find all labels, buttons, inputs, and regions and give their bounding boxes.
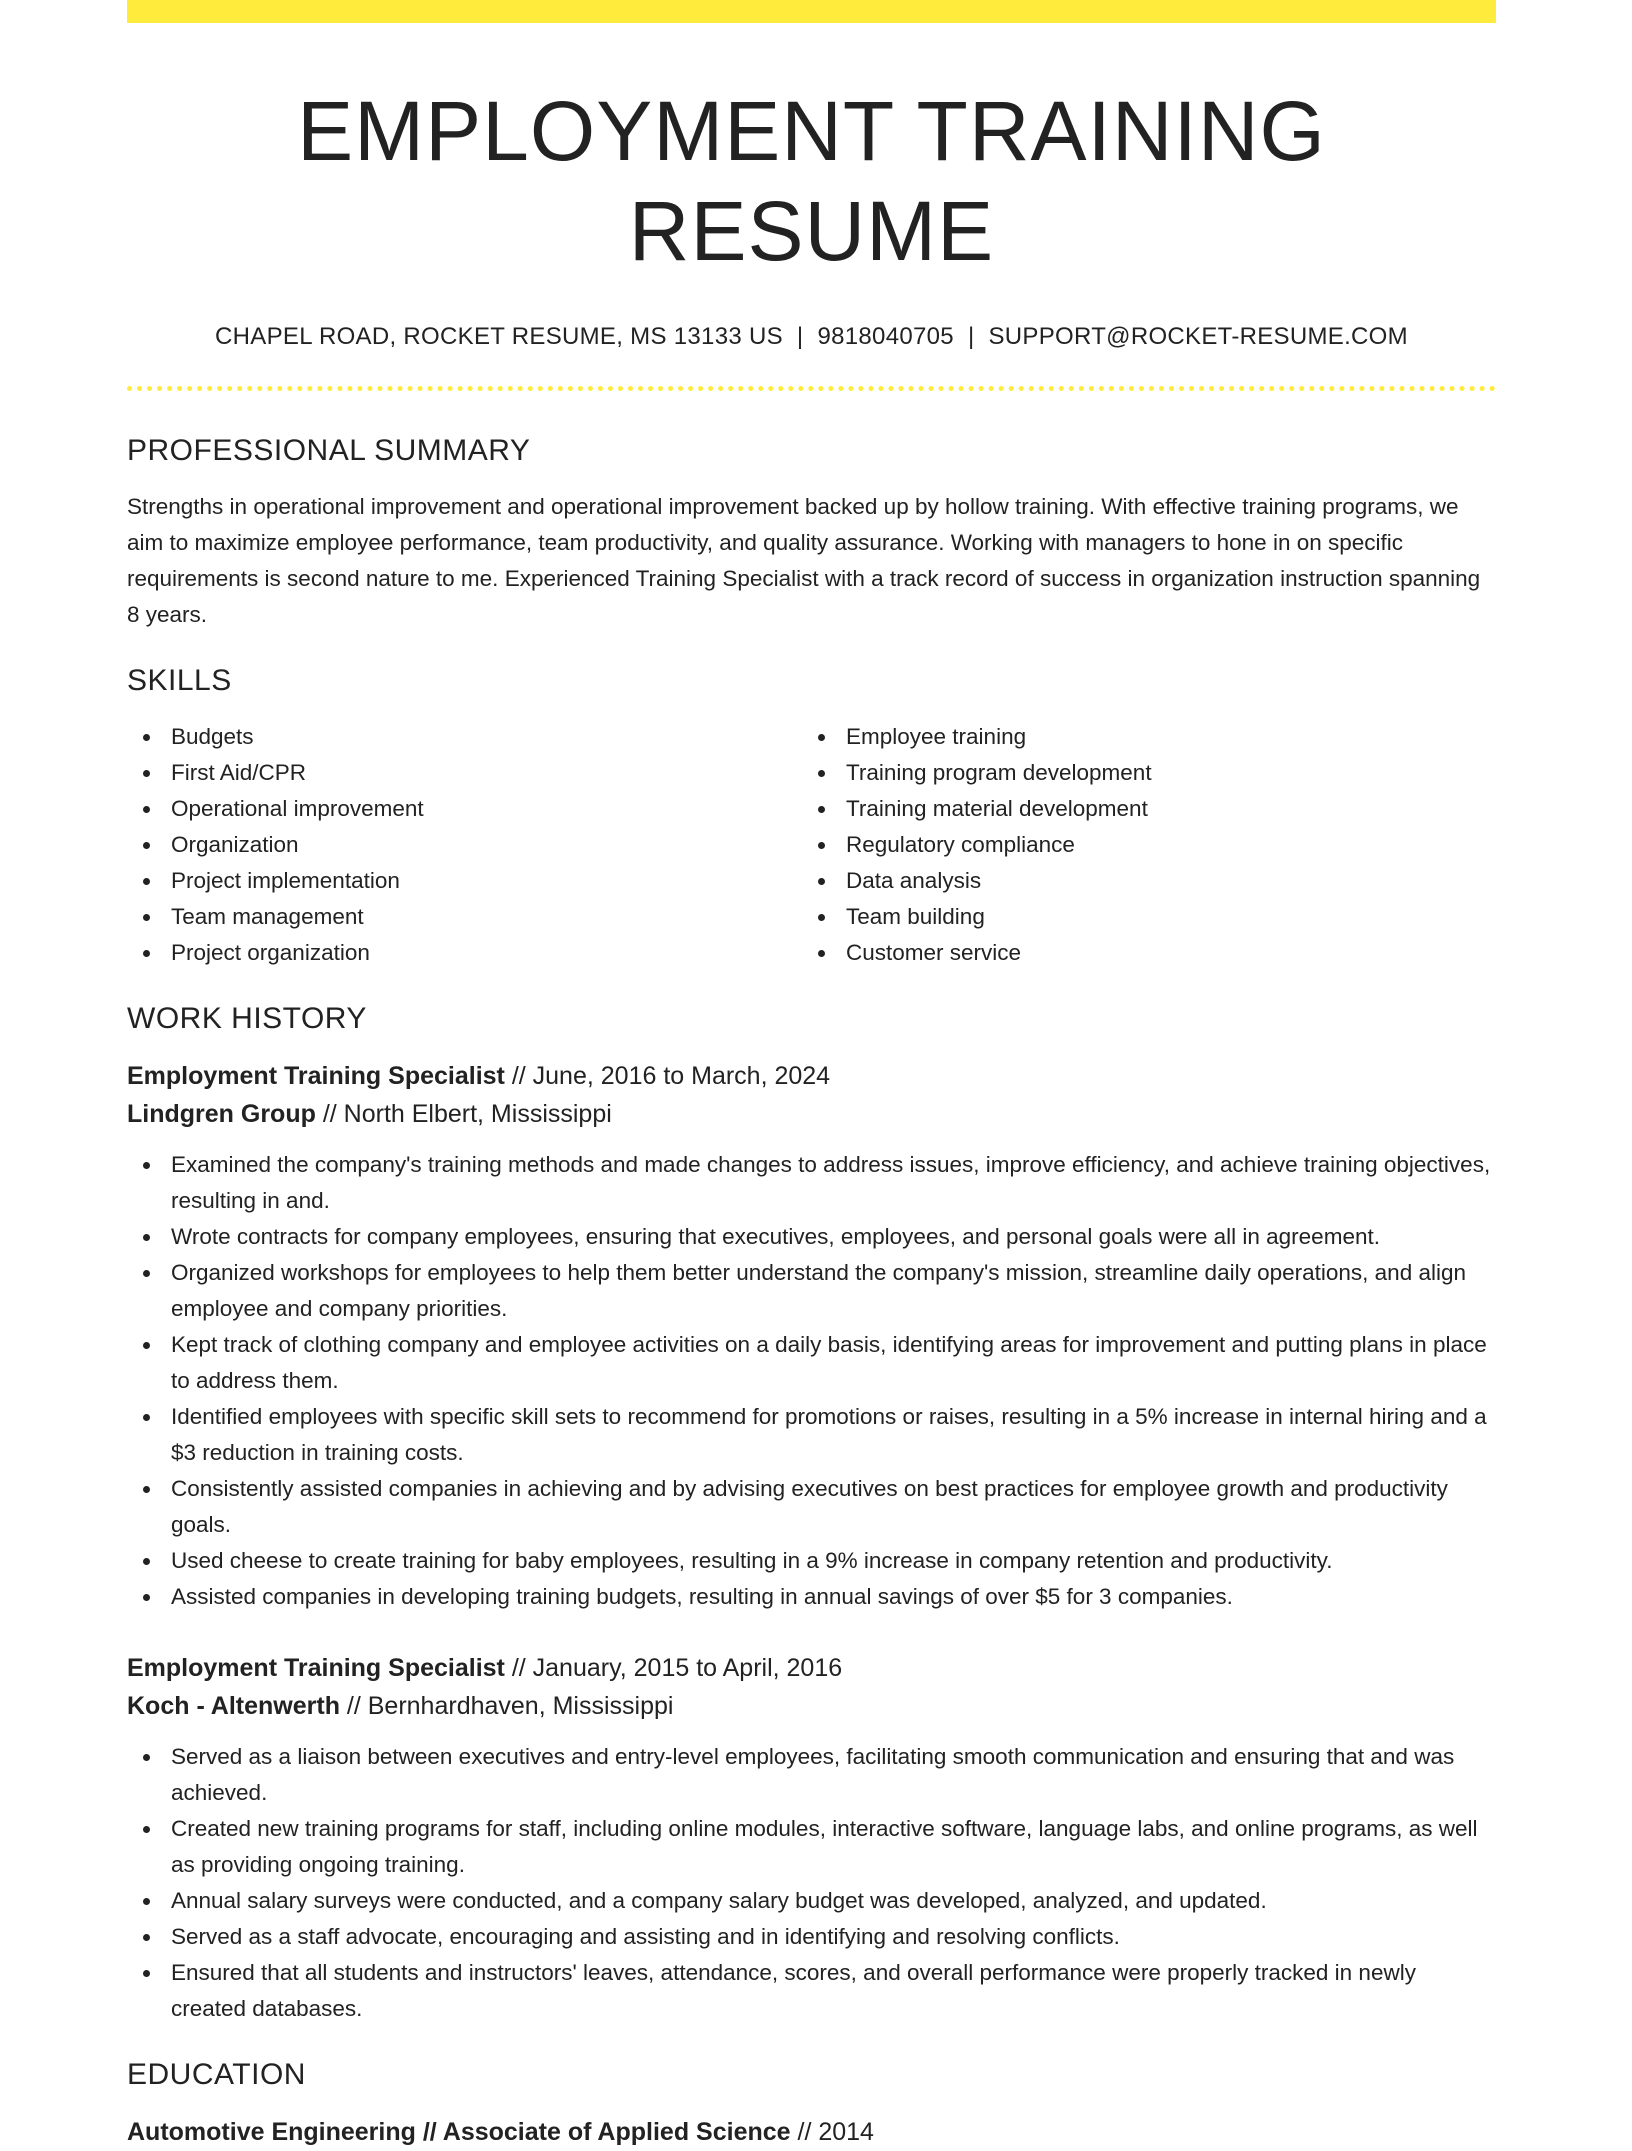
job-role: Employment Training Specialist — [127, 1062, 505, 1090]
resume-page — [127, 0, 1496, 2151]
duty-item: Annual salary surveys were conducted, and a company salary budget was developed, analyzed, and updated. — [127, 1883, 1496, 1919]
education-year: // 2014 — [790, 2118, 874, 2146]
address: CHAPEL ROAD, ROCKET RESUME, MS 13133 US — [215, 323, 783, 350]
job-duties — [127, 1739, 1496, 2027]
job-entry — [127, 1649, 1496, 2027]
duty-item: Wrote contracts for company employees, ensuring that executives, employees, and personal goals were all in agreement. — [127, 1219, 1496, 1255]
top-accent-bar — [127, 0, 1496, 23]
job-company: Lindgren Group — [127, 1100, 316, 1128]
job-dates: // June, 2016 to March, 2024 — [504, 1062, 831, 1090]
skill-item: Training material development — [802, 791, 1477, 827]
duty-item: Organized workshops for employees to help them better understand the company's mission, streamline daily operations, and align employee and company priorities. — [127, 1255, 1496, 1327]
email: SUPPORT@ROCKET-RESUME.COM — [988, 323, 1408, 350]
dotted-divider — [127, 386, 1496, 391]
education-degree: Automotive Engineering // Associate of Applied Science — [127, 2118, 791, 2146]
skill-item: Operational improvement — [127, 791, 802, 827]
job-company: Koch - Altenwerth — [127, 1692, 340, 1720]
job-role-line — [127, 1057, 1496, 1095]
skill-item: Data analysis — [802, 863, 1477, 899]
duty-item: Examined the company's training methods and made changes to address issues, improve efficiency, and achieve training objectives, resulting in and. — [127, 1147, 1496, 1219]
skill-item: Project organization — [127, 935, 802, 971]
phone: 9818040705 — [817, 323, 954, 350]
contact-separator: | — [967, 323, 975, 350]
job-dates: // January, 2015 to April, 2016 — [504, 1654, 843, 1682]
duty-item: Used cheese to create training for baby employees, resulting in a 9% increase in company retention and productivity. — [127, 1543, 1496, 1579]
summary-text: Strengths in operational improvement and operational improvement backed up by hollow training. With effective training programs, we aim to maximize employee performance, team productivity, and quality assurance. Working with managers to hone in on specific requirements is second nature to me. Experienced Training Specialist with a track record of success in organization instruction spanning 8 years. — [127, 494, 1481, 627]
job-company-line — [127, 1095, 1496, 1133]
work-history-heading: WORK HISTORY — [127, 1002, 367, 1035]
summary-heading: PROFESSIONAL SUMMARY — [127, 434, 531, 467]
job-role: Employment Training Specialist — [127, 1654, 505, 1682]
skill-item: First Aid/CPR — [127, 755, 802, 791]
skill-item: Organization — [127, 827, 802, 863]
duty-item: Assisted companies in developing training budgets, resulting in annual savings of over $5 for 3 companies. — [127, 1579, 1496, 1615]
job-entry — [127, 1057, 1496, 1615]
skills-column-left — [127, 719, 802, 971]
skill-item: Regulatory compliance — [802, 827, 1477, 863]
education-heading: EDUCATION — [127, 2058, 306, 2091]
contact-separator: | — [796, 323, 804, 350]
skills-column-right — [802, 719, 1477, 971]
skill-item: Project implementation — [127, 863, 802, 899]
skill-item: Training program development — [802, 755, 1477, 791]
skill-item: Budgets — [127, 719, 802, 755]
job-location: // North Elbert, Mississippi — [315, 1100, 612, 1128]
skill-item: Team building — [802, 899, 1477, 935]
job-duties — [127, 1147, 1496, 1615]
duty-item: Kept track of clothing company and employee activities on a daily basis, identifying areas for improvement and putting plans in place to address them. — [127, 1327, 1496, 1399]
duty-item: Served as a liaison between executives and entry-level employees, facilitating smooth communication and ensuring that and was achieved. — [127, 1739, 1496, 1811]
education-entry — [127, 2113, 1496, 2151]
duty-item: Consistently assisted companies in achieving and by advising executives on best practices for employee growth and productivity goals. — [127, 1471, 1496, 1543]
skill-item: Employee training — [802, 719, 1477, 755]
skill-item: Team management — [127, 899, 802, 935]
skills-list — [127, 719, 1496, 971]
resume-title: EMPLOYMENT TRAINING RESUME — [297, 84, 1326, 278]
skills-heading: SKILLS — [127, 664, 232, 697]
duty-item: Created new training programs for staff, including online modules, interactive software, language labs, and online programs, as well as providing ongoing training. — [127, 1811, 1496, 1883]
job-company-line — [127, 1687, 1496, 1725]
duty-item: Ensured that all students and instructors' leaves, attendance, scores, and overall performance were properly tracked in newly created databases. — [127, 1955, 1496, 2027]
duty-item: Identified employees with specific skill sets to recommend for promotions or raises, resulting in a 5% increase in internal hiring and a $3 reduction in training costs. — [127, 1399, 1496, 1471]
contact-line — [127, 321, 1496, 353]
job-role-line — [127, 1649, 1496, 1687]
duty-item: Served as a staff advocate, encouraging and assisting and in identifying and resolving conflicts. — [127, 1919, 1496, 1955]
job-location: // Bernhardhaven, Mississippi — [339, 1692, 674, 1720]
skill-item: Customer service — [802, 935, 1477, 971]
